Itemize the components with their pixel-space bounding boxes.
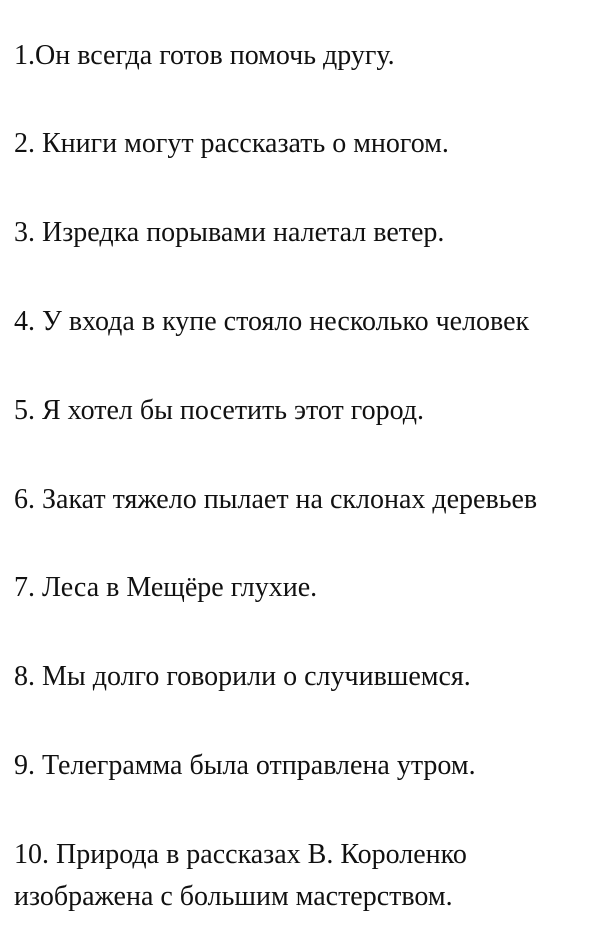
sentence-8: 8. Мы долго говорили о случившемся. [14,661,471,692]
sentence-3: 3. Изредка порывами налетал ветер. [14,217,445,248]
sentence-9: 9. Телеграмма была отправлена утром. [14,750,476,781]
sentence-10-line-2: изображена с большим мастерством. [14,881,453,912]
sentence-10-line-1: 10. Природа в рассказах В. Короленко [14,839,467,870]
sentence-1: 1.Он всегда готов помочь другу. [14,40,395,71]
sentence-5: 5. Я хотел бы посетить этот город. [14,395,425,426]
sentence-6: 6. Закат тяжело пылает на склонах деревьев [14,484,538,515]
sentence-7: 7. Леса в Мещёре глухие. [14,572,318,603]
sentence-4: 4. У входа в купе стояло несколько человек [14,306,530,337]
sentence-2: 2. Книги могут рассказать о многом. [14,128,449,159]
